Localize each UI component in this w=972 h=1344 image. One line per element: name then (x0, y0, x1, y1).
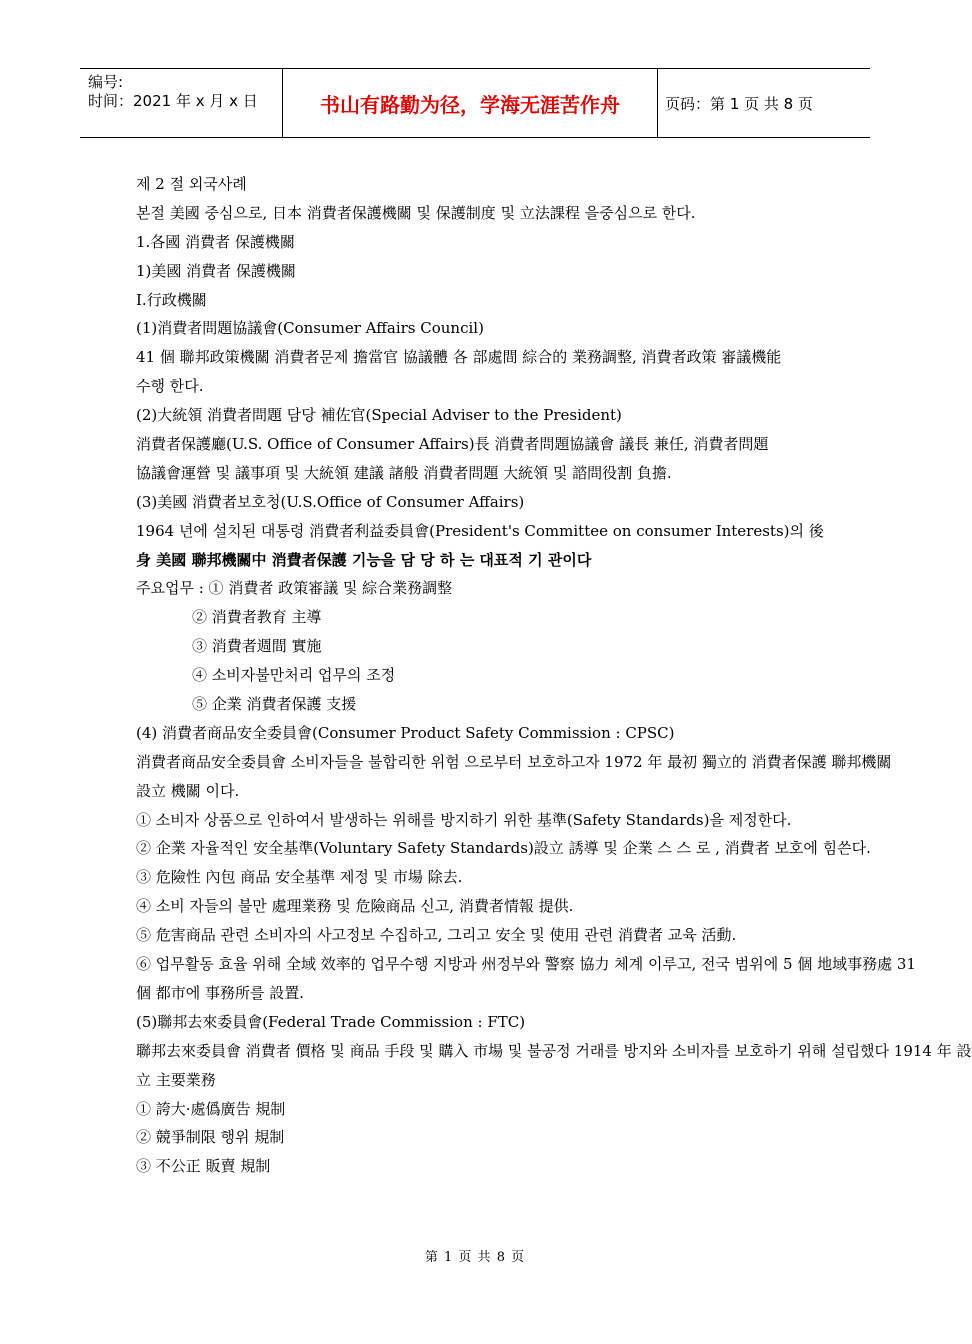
heading-line: (2)大統領 消費者問題 담당 補佐官(Special Adviser to the President) (136, 406, 622, 425)
list-item: ② 競爭制限 행위 規制 (136, 1128, 285, 1147)
heading-line: 1)美國 消費者 保護機關 (136, 261, 296, 280)
text-line: 個 都市에 事務所를 設置. (136, 983, 305, 1002)
list-item: ③ 不公正 販賣 規制 (136, 1157, 271, 1176)
motto-text: 书山有路勤为径，学海无涯苦作舟 (320, 92, 620, 117)
list-item: ⑥ 업무활동 효율 위해 全域 效率的 업무수행 지방과 州정부와 警察 協力 체계 이루고, 전국 범위에 5 個 地域事務處 31 (136, 955, 916, 974)
header-meta (80, 69, 282, 137)
list-item: ④ 소비자불만처리 업무의 조정 (192, 666, 396, 685)
heading-line: (3)美國 消費者보호청(U.S.Office of Consumer Affairs) (136, 492, 525, 511)
list-item: ⑤ 企業 消費者保護 支援 (192, 695, 357, 714)
list-item: ③ 危險性 內包 商品 安全基準 제정 및 市場 除去. (136, 868, 463, 887)
text-line: 聯邦去來委員會 消費者 價格 및 商品 手段 및 購入 市場 및 불공정 거래를 방지와 소비자를 보호하기 위해 설립했다 1914 年 設 (136, 1041, 972, 1060)
list-item: ② 消費者教育 主導 (192, 608, 322, 627)
heading-line: 1.各國 消費者 保護機關 (136, 232, 295, 251)
page-footer: 第 1 页 共 8 页 (424, 1250, 526, 1265)
list-item: ② 企業 자율적인 安全基準(Voluntary Safety Standards)設立 誘導 및 企業 스 스 로 , 消費者 보호에 힘쓴다. (136, 839, 871, 858)
header-motto-cell (282, 69, 658, 137)
list-intro: 주요업무 : ① 消費者 政策審議 및 綜合業務調整 (136, 579, 453, 598)
heading-line: (5)聯邦去來委員會(Federal Trade Commission : FTC) (136, 1012, 526, 1031)
heading-line: I.行政機關 (136, 290, 207, 309)
list-item: ⑤ 危害商品 관련 소비자의 사고정보 수집하고, 그리고 安全 및 使用 관련 消費者 교육 活動. (136, 926, 737, 945)
text-line: 消費者保護廳(U.S. Office of Consumer Affairs)長 消費者問題協議會 議長 兼任, 消費者問題 (136, 435, 769, 454)
document-body (136, 170, 972, 1181)
text-line-bold: 身 美國 聯邦機關中 消費者保護 기능을 담 당 하 는 대표적 기 관이다 (136, 550, 592, 569)
heading-line: (1)消費者問題協議會(Consumer Affairs Council) (136, 319, 484, 338)
list-item: ③ 消費者週間 實施 (192, 637, 322, 656)
page-header (80, 68, 870, 138)
header-page-cell (657, 69, 870, 137)
section-title: 제 2 절 외국사례 (136, 175, 247, 193)
page-info: 页码：第 1 页 共 8 页 (665, 94, 813, 113)
time-label: 时间：2021 年 x 月 x 日 (88, 92, 258, 110)
list-item: ④ 소비 자들의 불만 處理業務 및 危險商品 신고, 消費者情報 提供. (136, 897, 574, 916)
number-label: 编号: (88, 73, 124, 91)
text-line: 消費者商品安全委員會 소비자들을 불합리한 위험 으로부터 보호하고자 1972 年 最初 獨立的 消費者保護 聯邦機關 (136, 752, 892, 771)
text-line: 設立 機關 이다. (136, 781, 240, 800)
text-line: 수행 한다. (136, 377, 204, 396)
text-line: 1964 년에 설치된 대통령 消費者利益委員會(President's Committee on consumer Interests)의 後 (136, 521, 824, 540)
text-line: 立 主要業務 (136, 1070, 216, 1089)
text-line: 본절 美國 중심으로, 日本 消費者保護機關 및 保護制度 및 立法課程 을중심으로 한다. (136, 203, 696, 222)
heading-line: (4) 消費者商品安全委員會(Consumer Product Safety Commission : CPSC) (136, 723, 675, 742)
list-item: ① 誇大·處僞廣告 規制 (136, 1099, 286, 1118)
text-line: 41 個 聯邦政策機關 消費者문제 擔當官 協議體 各 部處間 綜合的 業務調整, 消費者政策 審議機能 (136, 348, 782, 367)
list-item: ① 소비자 상품으로 인하여서 발생하는 위해를 방지하기 위한 基準(Safety Standards)을 제정한다. (136, 810, 792, 829)
text-line: 協議會運營 및 議事項 및 大統領 建議 諸般 消費者問題 大統領 및 諮問役割 負擔. (136, 463, 672, 482)
